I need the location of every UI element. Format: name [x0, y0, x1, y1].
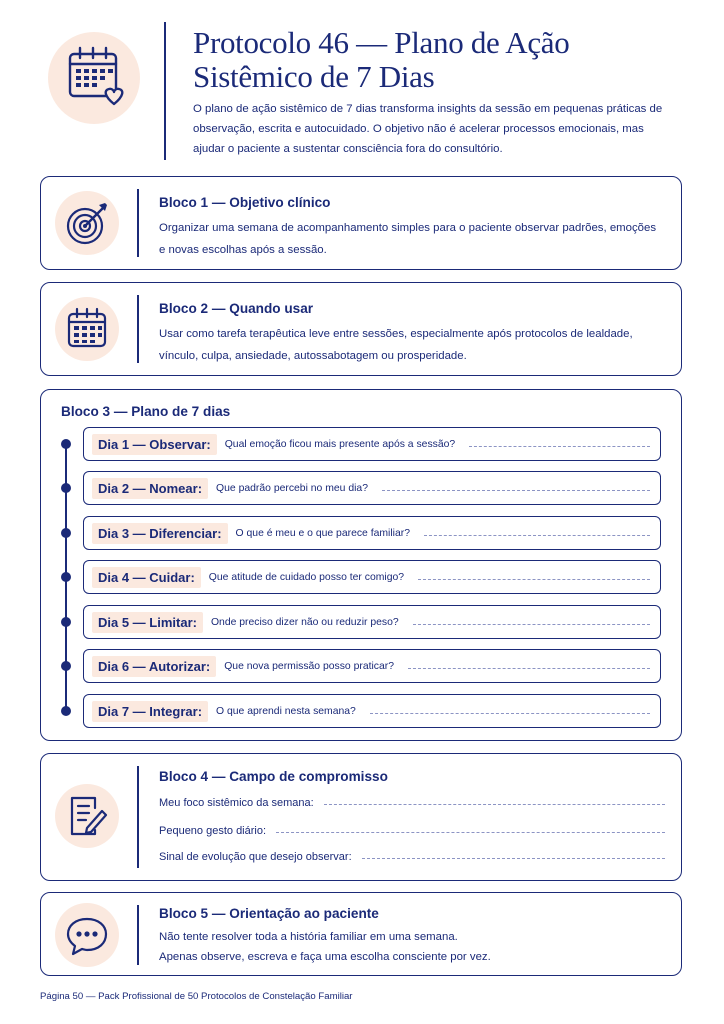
intro-text: O plano de ação sistêmico de 7 dias transforma insights da sessão em pequenas práticas de observação, escrita e autocuidado. O objetivo não é acelerar processos emocionais, mas ajudar o paciente a sustentar consciência fora do consultório.: [193, 103, 663, 155]
commitment-line: [159, 825, 665, 837]
day-label: Dia 2 — Nomear:: [92, 478, 208, 499]
block-5-title: Bloco 5 — Orientação ao paciente: [159, 906, 379, 921]
timeline-dot: [61, 617, 71, 627]
day-question: Onde preciso dizer não ou reduzir peso?: [210, 616, 399, 628]
day-row: [83, 605, 661, 639]
block-3-card: [40, 389, 682, 741]
block-1-card: [40, 176, 682, 270]
day-question: Qual emoção ficou mais presente após a sessão?: [224, 438, 456, 450]
day-question: Que nova permissão posso praticar?: [224, 660, 395, 672]
day-row: [83, 694, 661, 728]
block-2-card: [40, 282, 682, 376]
block-5-card: [40, 892, 682, 976]
block-5-line-2: Apenas observe, escreva e faça uma escolha consciente por vez.: [159, 951, 491, 963]
day-label: Dia 4 — Cuidar:: [92, 567, 201, 588]
page-footer: Página 50 — Pack Profissional de 50 Protocolos de Constelação Familiar: [40, 991, 353, 1002]
answer-line[interactable]: [424, 535, 650, 536]
day-question: Que padrão percebi no meu dia?: [216, 482, 368, 494]
answer-line[interactable]: [413, 624, 650, 625]
day-label: Dia 7 — Integrar:: [92, 701, 208, 722]
day-question: O que aprendi nesta semana?: [216, 705, 356, 717]
block-1-text: Organizar uma semana de acompanhamento simples para o paciente observar padrões, emoções e novas escolhas após a sessão.: [159, 222, 657, 256]
block-4-card: [40, 753, 682, 881]
block-2-text: Usar como tarefa terapêutica leve entre sessões, especialmente após protocolos de lealdade, vínculo, culpa, ansiedade, autossabotagem ou prosperidade.: [159, 328, 633, 362]
calendar-icon: [55, 297, 119, 361]
day-row: [83, 471, 661, 505]
commitment-label: Pequeno gesto diário:: [159, 825, 267, 837]
commitment-label: Meu foco sistêmico da semana:: [159, 797, 314, 809]
commitment-label: Sinal de evolução que desejo observar:: [159, 851, 352, 863]
day-label: Dia 6 — Autorizar:: [92, 656, 216, 677]
block-2-title: Bloco 2 — Quando usar: [159, 301, 314, 316]
page-title: Protocolo 46 — Plano de Ação Sistêmico de 7 Dias: [193, 25, 570, 94]
timeline-dot: [61, 483, 71, 493]
day-label: Dia 1 — Observar:: [92, 434, 217, 455]
block-1-title: Bloco 1 — Objetivo clínico: [159, 195, 331, 210]
day-label: Dia 3 — Diferenciar:: [92, 523, 228, 544]
notepad-pen-icon: [55, 784, 119, 848]
commitment-line: [159, 851, 665, 863]
commitment-input[interactable]: [362, 858, 665, 859]
day-row: [83, 427, 661, 461]
answer-line[interactable]: [408, 668, 650, 669]
day-row: [83, 649, 661, 683]
block-5-line-1: Não tente resolver toda a história familiar em uma semana.: [159, 931, 458, 943]
answer-line[interactable]: [370, 713, 650, 714]
answer-line[interactable]: [382, 490, 650, 491]
timeline-dot: [61, 661, 71, 671]
day-label: Dia 5 — Limitar:: [92, 612, 203, 633]
answer-line[interactable]: [418, 579, 650, 580]
timeline-dot: [61, 706, 71, 716]
day-row: [83, 516, 661, 550]
chat-bubble-icon: [55, 903, 119, 967]
calendar-heart-icon: [48, 32, 140, 124]
header-divider: [164, 22, 166, 160]
timeline-dot: [61, 439, 71, 449]
block-4-title: Bloco 4 — Campo de compromisso: [159, 769, 388, 784]
target-icon: [55, 191, 119, 255]
commitment-input[interactable]: [276, 832, 665, 833]
day-question: Que atitude de cuidado posso ter comigo?: [208, 571, 405, 583]
block-3-title: Bloco 3 — Plano de 7 dias: [61, 404, 231, 419]
day-row: [83, 560, 661, 594]
commitment-input[interactable]: [324, 804, 665, 805]
timeline-dot: [61, 528, 71, 538]
commitment-line: [159, 797, 665, 809]
day-question: O que é meu e o que parece familiar?: [235, 527, 410, 539]
answer-line[interactable]: [469, 446, 650, 447]
timeline-dot: [61, 572, 71, 582]
